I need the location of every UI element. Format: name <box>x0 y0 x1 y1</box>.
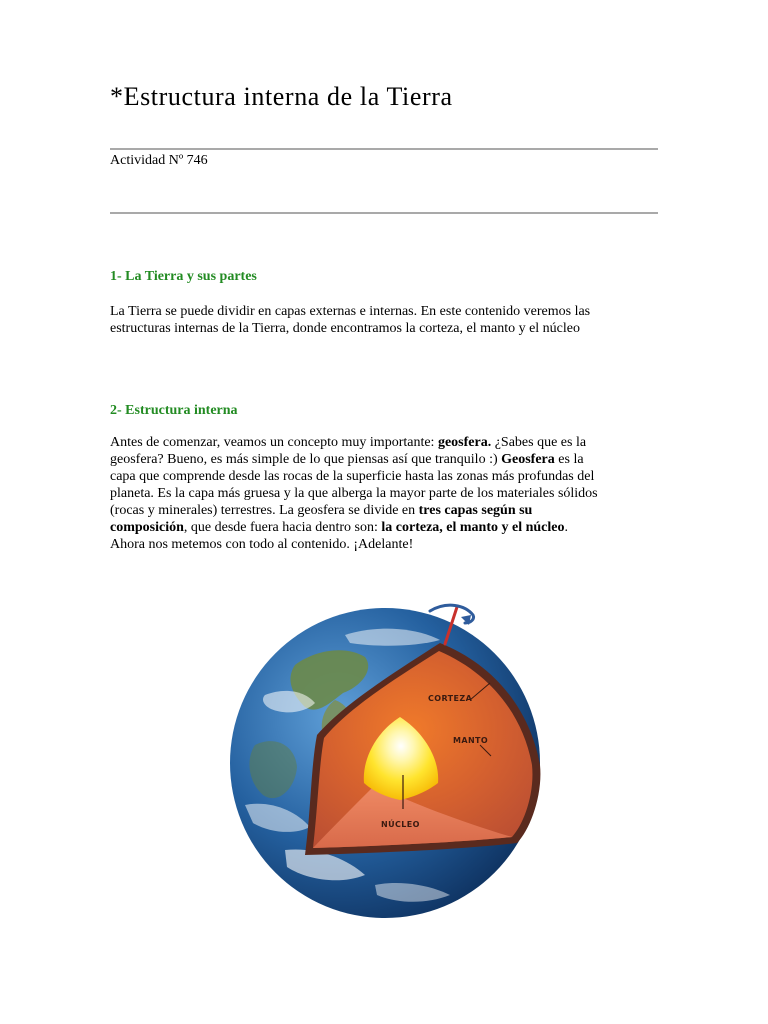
bold-term: composición <box>110 520 184 535</box>
bold-term: tres capas según su <box>418 503 533 518</box>
paragraph-line <box>110 485 658 502</box>
section-1-heading: 1- La Tierra y sus partes <box>110 269 257 284</box>
bold-term: la corteza, el manto y el núcleo <box>381 520 565 535</box>
bold-term: Geosfera <box>501 452 555 467</box>
bold-term: geosfera. <box>437 435 492 450</box>
paragraph-text: geosfera? Bueno, es más simple de lo que piensas así que tranquilo :) <box>110 452 502 467</box>
paragraph-text: planeta. Es la capa más gruesa y la que alberga la mayor parte de los materiales sólidos <box>110 486 598 501</box>
paragraph-line <box>110 519 658 536</box>
paragraph-line <box>110 434 658 451</box>
paragraph-text: es la <box>554 452 584 467</box>
paragraph-line <box>110 536 658 553</box>
paragraph-text: capa que comprende desde las rocas de la superficie hasta las zonas más profundas del <box>110 469 595 484</box>
paragraph-line <box>110 451 658 468</box>
core-label: NÚCLEO <box>381 820 420 829</box>
paragraph-text: , que desde fuera hacia dentro son: <box>183 520 382 535</box>
paragraph-text: (rocas y minerales) terrestres. La geosfera se divide en <box>110 503 419 518</box>
paragraph-line <box>110 502 658 519</box>
paragraph-line: La Tierra se puede dividir en capas externas e internas. En este contenido veremos las <box>110 304 591 319</box>
paragraph-text: ¿Sabes que es la <box>491 435 587 450</box>
page-title: *Estructura interna de la Tierra <box>110 82 453 111</box>
section-1-paragraph <box>110 303 658 337</box>
paragraph-line: estructuras internas de la Tierra, donde encontramos la corteza, el manto y el núcleo <box>110 321 580 336</box>
bottom-divider <box>110 212 658 214</box>
section-2-heading: 2- Estructura interna <box>110 403 238 418</box>
activity-number: Actividad Nº 746 <box>110 153 208 168</box>
earth-cross-section-illustration <box>225 595 555 920</box>
paragraph-line <box>110 468 658 485</box>
paragraph-text: Ahora nos metemos con todo al contenido. ¡Adelante! <box>110 537 414 552</box>
paragraph-text: . <box>564 520 568 535</box>
paragraph-text: Antes de comenzar, veamos un concepto muy importante: <box>110 435 438 450</box>
section-2-paragraph <box>110 434 658 553</box>
crust-label: CORTEZA <box>428 694 473 703</box>
mantle-label: MANTO <box>453 736 489 745</box>
top-divider <box>110 148 658 150</box>
